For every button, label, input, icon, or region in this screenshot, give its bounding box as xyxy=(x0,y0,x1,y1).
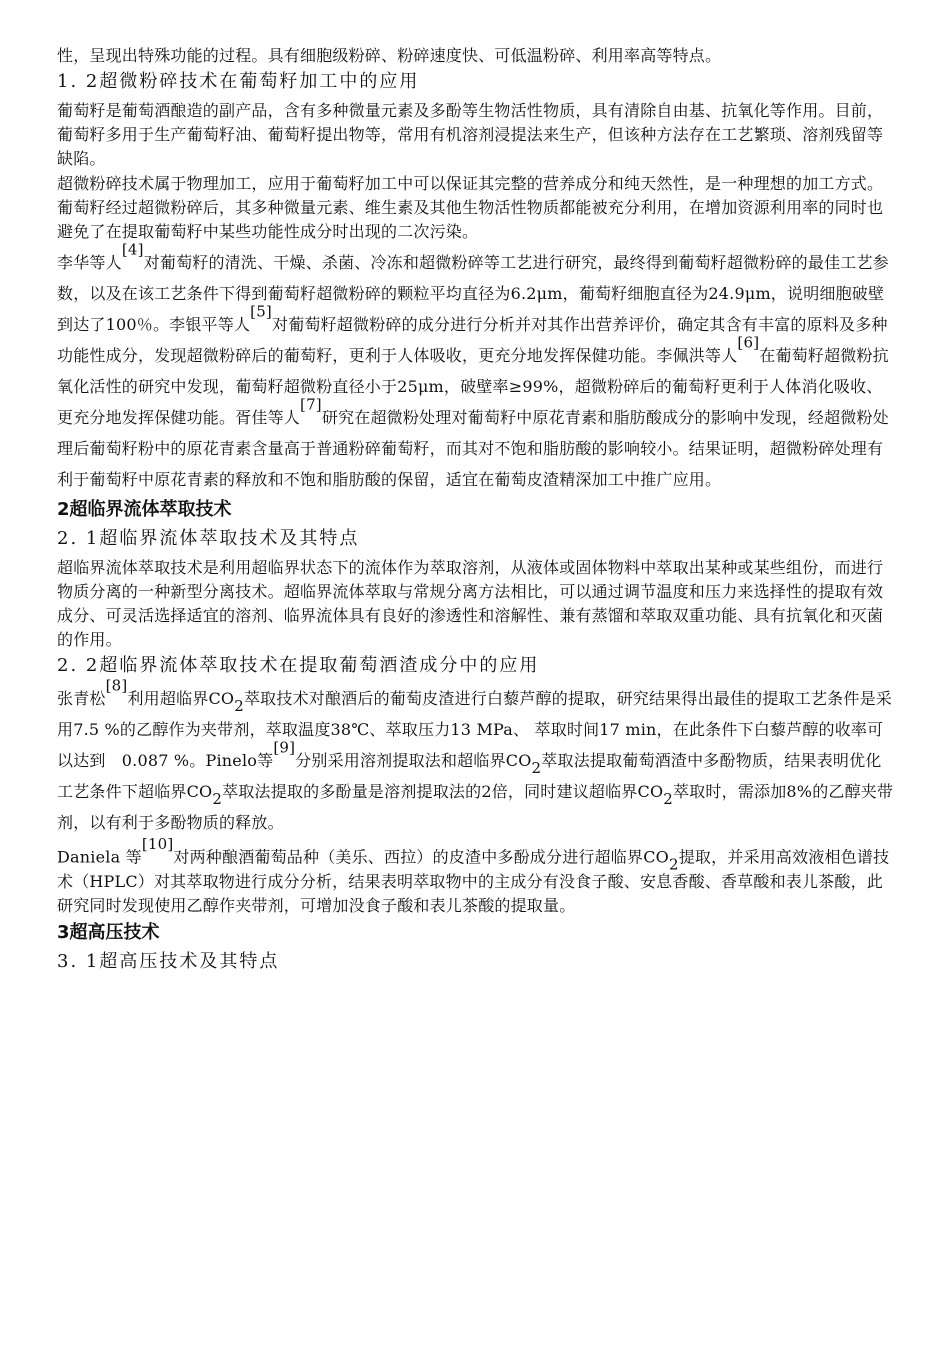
text-segment: 对两种酿酒葡萄品种（美乐、西拉）的皮渣中多酚成分进行超临界CO xyxy=(173,847,669,867)
paragraph-grape-seed-intro: 葡萄籽是葡萄酒酿造的副产品，含有多种微量元素及多酚等生物活性物质，具有清除自由基、抗氧化等作用。目前，葡萄籽多用于生产葡萄籽油、葡萄籽提出物等，常用有机溶剂浸提法来生产，但该种方法存在工艺繁琐、溶剂残留等缺陷。 xyxy=(57,101,884,168)
section-heading-2: 2超临界流体萃取技术 xyxy=(57,499,232,520)
text-segment: 李华等人 xyxy=(57,253,122,272)
citation-ref: [9] xyxy=(273,738,296,757)
citation-ref: [5] xyxy=(250,302,272,321)
paragraph-resveratrol-extraction xyxy=(57,676,897,838)
subscript: 2 xyxy=(663,789,674,808)
subsection-heading-2-2: 2. 2超临界流体萃取技术在提取葡萄酒渣成分中的应用 xyxy=(57,655,540,676)
citation-ref: [8] xyxy=(105,676,128,695)
text-segment: 萃取法提取的多酚量是溶剂提取法的2倍，同时建议超临界CO xyxy=(222,782,664,801)
paragraph-superfine-grinding: 超微粉碎技术属于物理加工，应用于葡萄籽加工中可以保证其完整的营养成分和纯天然性，是一种理想的加工方式。葡萄籽经过超微粉碎后，其多种微量元素、维生素及其他生物活性物质都能被充分利用，在增加资源利用率的同时也避免了在提取葡萄籽中某些功能性成分时出现的二次污染。 xyxy=(57,174,884,241)
citation-ref: [7] xyxy=(300,395,322,414)
citation-ref: [6] xyxy=(737,333,760,352)
subsection-heading-2-1: 2. 1超临界流体萃取技术及其特点 xyxy=(57,528,360,549)
intro-line: 性，呈现出特殊功能的过程。具有细胞级粉碎、粉碎速度快、可低温粉碎、利用率高等特点。 xyxy=(57,46,722,65)
text-segment: 对葡萄籽的清洗、干燥、杀菌、冷冻和超微粉碎等工艺进行研究，最终得到葡萄籽超微粉碎的最佳工艺参数，以及在该工艺条件下得到葡萄籽超微粉碎的颗粒平均直径为6.2μm，葡萄籽细胞直径为24.9μm，说明细胞破壁到达了100％。李银平等人 xyxy=(57,253,889,334)
citation-ref: [10] xyxy=(141,835,174,853)
subsection-heading-3-1: 3. 1超高压技术及其特点 xyxy=(57,950,280,972)
subscript: 2 xyxy=(234,696,244,715)
text-segment: 萃取时，需添加8%的乙醇夹带剂，以有利于多酚物质的释放。 xyxy=(57,782,894,832)
text-segment: Daniela 等 xyxy=(57,847,142,867)
text-segment: 对葡萄籽超微粉碎的成分进行分析并对其作出营养评价，确定其含有丰富的原料及多种功能性成分，发现超微粉碎后的葡萄籽，更利于人体吸收，更充分地发挥保健功能。李佩洪等人 xyxy=(57,315,888,365)
paragraph-scfe-description: 超临界流体萃取技术是利用超临界状态下的流体作为萃取溶剂，从液体或固体物料中萃取出某种或某些组份，而进行物质分离的一种新型分离技术。超临界流体萃取与常规分离方法相比，可以通过调节温度和压力来选择性的提取有效成分、可灵活选择适宜的溶剂、临界流体具有良好的渗透性和溶解性、兼有蒸馏和萃取双重功能、具有抗氧化和灭菌的作用。 xyxy=(57,558,884,649)
citation-ref: [4] xyxy=(121,240,144,259)
text-segment: 张青松 xyxy=(57,689,106,708)
paragraph-daniela-study xyxy=(57,835,897,918)
subscript: 2 xyxy=(212,789,223,808)
text-segment: 提取，并采用高效液相色谱技术（HPLC）对其萃取物进行成分分析，结果表明萃取物中的主成分有没食子酸、安息香酸、香草酸和表儿茶酸，此研究同时发现使用乙醇作夹带剂，可增加没食子酸和表儿茶酸的提取量。 xyxy=(57,847,890,915)
text-segment: 在葡萄籽超微粉抗氧化活性的研究中发现，葡萄籽超微粉直径小于25μm，破壁率≥99%，超微粉碎后的葡萄籽更利于人体消化吸收、更充分地发挥保健功能。胥佳等人 xyxy=(57,346,889,427)
section-heading-3: 3超高压技术 xyxy=(57,921,160,943)
text-segment: 分别采用溶剂提取法和超临界CO xyxy=(295,751,532,770)
text-segment: 萃取技术对酿酒后的葡萄皮渣进行白藜芦醇的提取，研究结果得出最佳的提取工艺条件是采用7.5 %的乙醇作为夹带剂，萃取温度38℃、萃取压力13 MPa、 萃取时间17 min，在此条件下白藜芦醇的收率可以达到 0.087 %。Pinelo等 xyxy=(57,689,892,770)
subscript: 2 xyxy=(531,758,542,777)
paragraph-research-review xyxy=(57,240,897,495)
subscript: 2 xyxy=(668,855,679,874)
text-segment: 利用超临界CO xyxy=(127,689,235,708)
text-segment: 研究在超微粉处理对葡萄籽中原花青素和脂肪酸成分的影响中发现，经超微粉处理后葡萄籽粉中的原花青素含量高于普通粉碎葡萄籽，而其对不饱和脂肪酸的影响较小。结果证明，超微粉碎处理有利于葡萄籽中原花青素的释放和不饱和脂肪酸的保留，适宜在葡萄皮渣精深加工中推广应用。 xyxy=(57,408,889,489)
subsection-heading-1-2: 1. 2超微粉碎技术在葡萄籽加工中的应用 xyxy=(57,71,420,92)
document-page xyxy=(57,44,897,979)
text-segment: 萃取法提取葡萄酒渣中多酚物质，结果表明优化工艺条件下超临界CO xyxy=(57,751,882,801)
